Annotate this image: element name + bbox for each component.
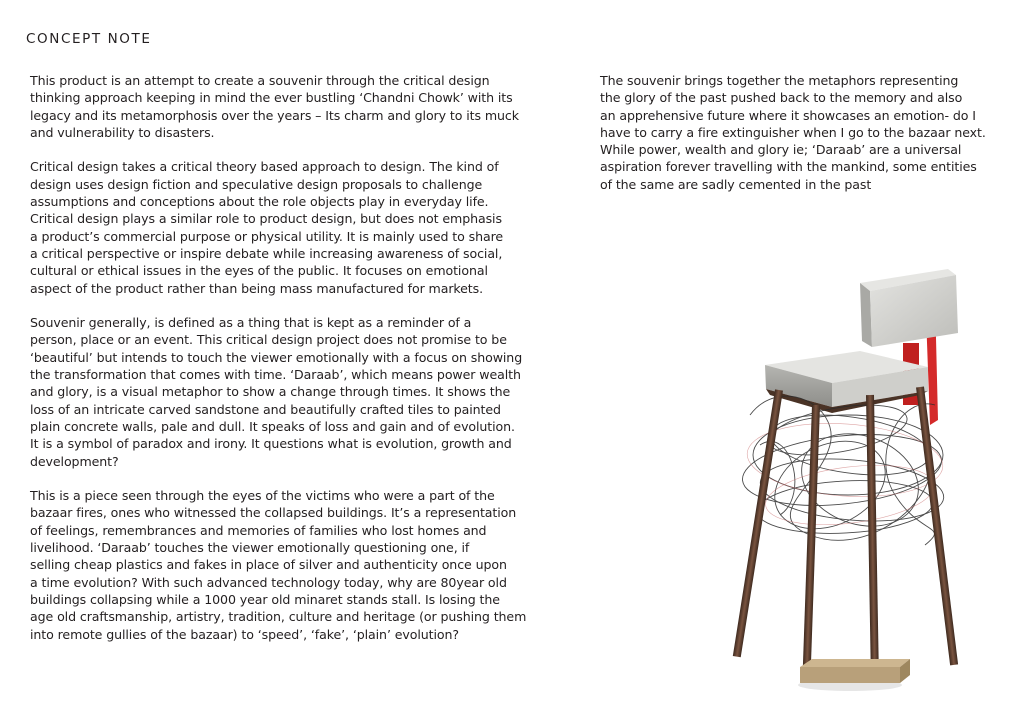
left-text-line: buildings collapsing while a 1000 year old minaret stands stall. Is losing the [30, 591, 500, 607]
rebar-legs [733, 387, 958, 670]
left-text-line: Critical design takes a critical theory based approach to design. The kind of [30, 159, 499, 175]
left-text-line: legacy and its metamorphosis over the years – Its charm and glory to its muck [30, 107, 519, 123]
left-paragraph [30, 72, 570, 141]
left-text-line: into remote gullies of the bazaar) to ‘speed’, ‘fake’, ‘plain’ evolution? [30, 626, 459, 642]
souvenir-sculpture-image [720, 255, 985, 695]
left-text-line: Critical design plays a similar role to product design, but does not emphasis [30, 211, 502, 227]
left-text-line: livelihood. ‘Daraab’ touches the viewer emotionally questioning one, if [30, 540, 470, 556]
right-text-line: the glory of the past pushed back to the memory and also [600, 90, 963, 106]
right-text-line: While power, wealth and glory ie; ‘Daraab’ are a universal [600, 142, 962, 158]
left-text-line: Souvenir generally, is defined as a thing that is kept as a reminder of a [30, 315, 472, 331]
left-text-line: plain concrete walls, pale and dull. It speaks of loss and gain and of evolution. [30, 418, 515, 434]
left-text-line: a product’s commercial purpose or physical utility. It is mainly used to share [30, 228, 504, 244]
left-text-line: and glory, is a visual metaphor to show a change through times. It shows the [30, 384, 511, 400]
left-text-line: It is a symbol of paradox and irony. It questions what is evolution, growth and [30, 436, 512, 452]
right-text-line: aspiration forever travelling with the mankind, some entities [600, 159, 977, 175]
right-text-line: an apprehensive future where it showcases an emotion- do I [600, 107, 976, 123]
right-text-line: have to carry a fire extinguisher when I go to the bazaar next. [600, 124, 986, 140]
rebar-leg-left [733, 389, 783, 657]
left-text-line: loss of an intricate carved sandstone and beautifully crafted tiles to painted [30, 401, 501, 417]
left-text-line: design uses design fiction and speculative design proposals to challenge [30, 176, 483, 192]
left-text-line: selling cheap plastics and fakes in place of silver and authenticity once upon [30, 557, 507, 573]
left-text-line: a critical perspective or inspire debate while increasing awareness of social, [30, 245, 503, 261]
left-text-line: the transformation that comes with time. ‘Daraab’, which means power wealth [30, 367, 521, 383]
left-text-line: aspect of the product rather than being mass manufactured for markets. [30, 280, 484, 296]
left-text-line: of feelings, remembrances and memories of families who lost homes and [30, 522, 487, 538]
page-heading: CONCEPT NOTE [26, 31, 152, 47]
left-text-line: bazaar fires, ones who witnessed the collapsed buildings. It’s a representation [30, 505, 517, 521]
left-text-line: thinking approach keeping in mind the ever bustling ‘Chandni Chowk’ with its [30, 90, 513, 106]
left-text-line: and vulnerability to disasters. [30, 124, 215, 140]
left-paragraph [30, 314, 570, 470]
left-text-line: person, place or an event. This critical design project does not promise to be [30, 332, 507, 348]
left-text-line: assumptions and conceptions about the role objects play in everyday life. [30, 194, 489, 210]
left-paragraph [30, 487, 570, 643]
right-text-column [600, 72, 1015, 210]
left-text-line: This product is an attempt to create a souvenir through the critical design [30, 73, 490, 88]
right-paragraph [600, 72, 1015, 193]
cork-base-top [800, 659, 910, 667]
left-text-line: development? [30, 453, 119, 469]
left-paragraph [30, 158, 570, 296]
left-text-line: ‘beautiful’ but intends to touch the viewer emotionally with a focus on showing [30, 349, 523, 365]
left-text-column [30, 72, 570, 660]
left-text-line: a time evolution? With such advanced technology today, why are 80year old [30, 574, 507, 590]
cork-base-front [800, 667, 900, 683]
left-text-line: cultural or ethical issues in the eyes of the public. It focuses on emotional [30, 263, 488, 279]
rebar-leg-right [916, 387, 958, 666]
left-text-line: age old craftsmanship, artistry, tradition, culture and heritage (or pushing them [30, 609, 527, 625]
left-text-line: This is a piece seen through the eyes of the victims who were a part of the [30, 488, 495, 504]
right-text-line: of the same are sadly cemented in the past [600, 176, 872, 192]
right-text-line: The souvenir brings together the metaphors representing [600, 73, 959, 88]
